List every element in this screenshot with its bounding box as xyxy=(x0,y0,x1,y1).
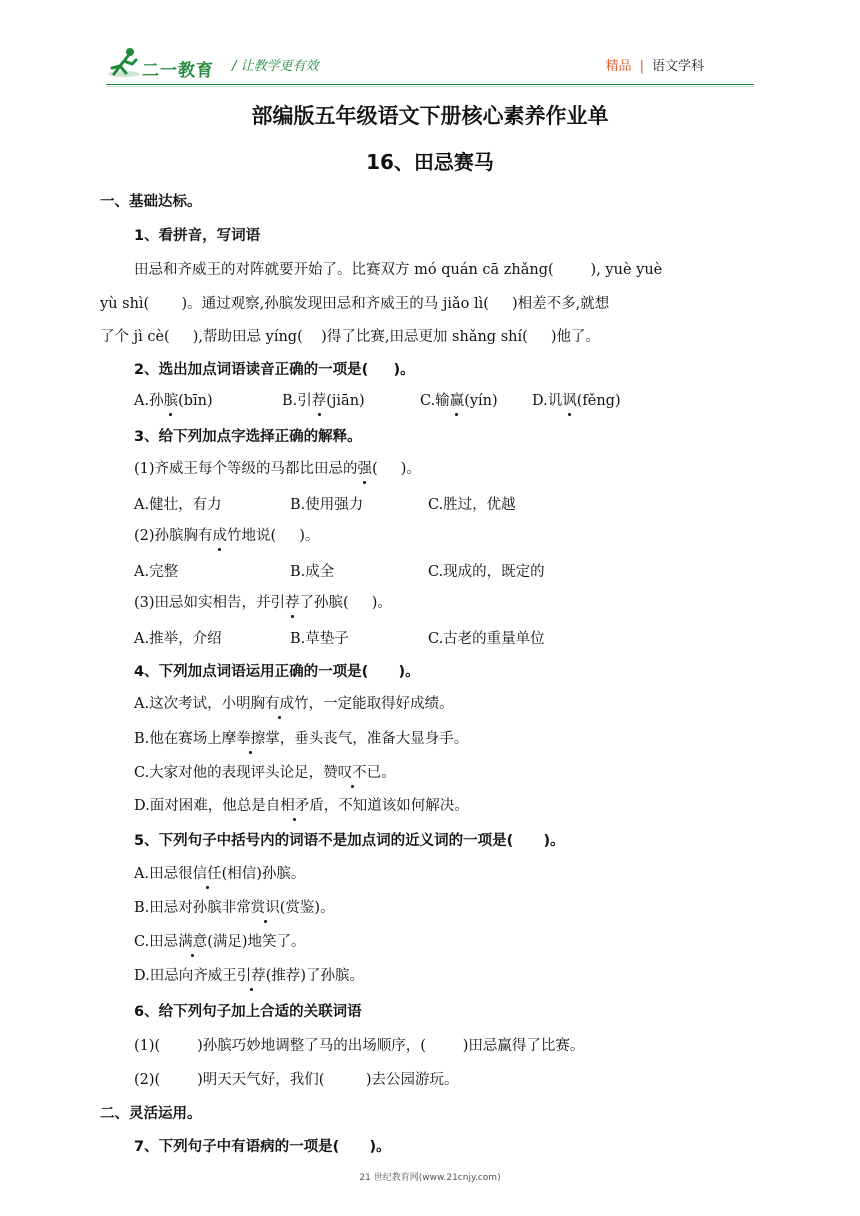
q3-sentence-1 xyxy=(134,457,421,478)
q1-line-1: 田忌和齐威王的对阵就要开始了。比赛双方 mó quán cā zhǎng( ), yuè yuè xyxy=(134,262,663,278)
page-header xyxy=(0,0,860,95)
q2-b-dotted: 荐 xyxy=(312,389,327,410)
q5-a-dotted: 信任 xyxy=(193,862,222,883)
q3-sentence-3 xyxy=(134,591,392,612)
q5-d-pre: D.田忌向齐威王 xyxy=(134,968,237,984)
q2-option-b xyxy=(282,389,365,410)
q3-s3-post: 了孙膑( )。 xyxy=(299,595,392,611)
header-tags xyxy=(606,55,704,74)
lesson-title: 16、田忌赛马 xyxy=(366,150,494,174)
q4-option-b xyxy=(134,727,468,748)
q4-c-pre: C.大家对他的表现评头论足， xyxy=(134,765,324,781)
q3-s1-dotted: 强 xyxy=(358,457,373,478)
page-title: 部编版五年级语文下册核心素养作业单 xyxy=(251,104,609,128)
q6-sentence-2: (2)( )明天天气好，我们( )去公园游玩。 xyxy=(134,1072,459,1088)
q2-option-a xyxy=(134,389,213,410)
q5-c-dotted: 满意 xyxy=(178,930,207,951)
q3-s1-option-c: C.胜过，优越 xyxy=(428,497,516,513)
q4-c-dotted: 赞叹不已 xyxy=(323,761,381,782)
q2-c-dotted: 赢 xyxy=(450,389,465,410)
q2-heading: 2、选出加点词语读音正确的一项是( )。 xyxy=(134,362,415,378)
q3-s2-option-a: A.完整 xyxy=(134,564,179,580)
quality-tag: 精品 xyxy=(605,59,632,74)
q6-sentence-1: (1)( )孙膑巧妙地调整了马的出场顺序，( )田忌赢得了比赛。 xyxy=(134,1038,585,1054)
q2-b-post: (jiān) xyxy=(326,393,365,409)
section-apply-heading: 二、灵活运用。 xyxy=(100,1106,202,1122)
q4-option-a xyxy=(134,692,454,713)
q6-heading: 6、给下列句子加上合适的关联词语 xyxy=(134,1004,362,1020)
q5-a-pre: A.田忌很 xyxy=(134,866,193,882)
q5-option-a xyxy=(134,862,305,883)
q4-b-dotted: 摩拳擦掌 xyxy=(222,727,280,748)
q4-d-pre: D.面对困难，他总是 xyxy=(134,798,266,814)
q3-s2-dotted: 成 xyxy=(213,524,228,545)
q5-option-b xyxy=(134,896,335,917)
q3-s1-pre: (1)齐威王每个等级的马都比田忌的 xyxy=(134,461,358,477)
q5-heading: 5、下列句子中括号内的词语不是加点词的近义词的一项是( )。 xyxy=(134,833,565,849)
q4-option-c xyxy=(134,761,396,782)
q5-option-d xyxy=(134,964,364,985)
q2-d-pre: D.讥 xyxy=(532,393,563,409)
q4-a-dotted: 胸有成竹 xyxy=(251,692,309,713)
q2-c-post: (yín) xyxy=(464,393,498,409)
brand-slogan: / 让教学更有效 xyxy=(232,59,319,74)
q4-a-post: ，一定能取得好成绩。 xyxy=(308,696,454,712)
q3-s3-option-b: B.草垫子 xyxy=(290,631,349,647)
q5-d-post: (推荐)了孙膑。 xyxy=(265,968,365,984)
q4-option-d xyxy=(134,794,469,815)
q5-c-pre: C.田忌 xyxy=(134,934,179,950)
q2-option-d xyxy=(532,389,621,410)
q3-s2-post: 竹地说( )。 xyxy=(227,528,320,544)
q3-s1-option-b: B.使用强力 xyxy=(290,497,364,513)
q3-sentence-2 xyxy=(134,524,319,545)
q3-heading: 3、给下列加点字选择正确的解释。 xyxy=(134,429,362,445)
q4-heading: 4、下列加点词语运用正确的一项是( )。 xyxy=(134,664,420,680)
q3-s2-option-c: C.现成的，既定的 xyxy=(428,564,545,580)
subject-tag: 语文学科 xyxy=(651,59,704,74)
q3-s3-option-a: A.推举，介绍 xyxy=(134,631,222,647)
q2-c-pre: C.输 xyxy=(420,393,450,409)
q5-c-post: (满足)地笑了。 xyxy=(207,934,306,950)
q2-a-pre: A.孙 xyxy=(134,393,164,409)
header-rule xyxy=(106,84,754,85)
q2-b-pre: B.引 xyxy=(282,393,312,409)
q2-a-dotted: 膑 xyxy=(164,389,179,410)
q3-s3-option-c: C.古老的重量单位 xyxy=(428,631,545,647)
header-divider: | xyxy=(639,59,644,74)
q5-b-post: (赏鉴)。 xyxy=(279,900,335,916)
q3-s1-post: ( )。 xyxy=(372,461,421,477)
q3-s3-dotted: 荐 xyxy=(285,591,300,612)
brand-name: 二一教育 xyxy=(142,61,214,81)
q4-a-pre: A.这次考试，小明 xyxy=(134,696,251,712)
section-basic-heading: 一、基础达标。 xyxy=(100,194,202,210)
q2-a-post: (bīn) xyxy=(178,393,213,409)
q5-a-post: (相信)孙膑。 xyxy=(221,866,306,882)
q5-b-dotted: 赏识 xyxy=(251,896,280,917)
q4-d-dotted: 自相矛盾 xyxy=(266,794,324,815)
q7-heading: 7、下列句子中有语病的一项是( )。 xyxy=(134,1139,391,1155)
q2-option-c xyxy=(420,389,498,410)
q1-line-2: yù shì( )。通过观察,孙膑发现田忌和齐威王的马 jiǎo lì( )相差不多,就想 xyxy=(100,296,610,312)
q1-line-3: 了个 jì cè( ),帮助田忌 yíng( )得了比赛,田忌更加 shǎng shí( )他了。 xyxy=(100,329,600,345)
q5-b-pre: B.田忌对孙膑非常 xyxy=(134,900,251,916)
q5-d-dotted: 引荐 xyxy=(237,964,266,985)
q2-d-post: (fěng) xyxy=(576,393,621,409)
q4-b-pre: B.他在赛场上 xyxy=(134,731,222,747)
q4-c-post: 。 xyxy=(381,765,396,781)
q5-option-c xyxy=(134,930,306,951)
q3-s2-option-b: B.成全 xyxy=(290,564,335,580)
q3-s1-option-a: A.健壮，有力 xyxy=(134,497,222,513)
q2-d-dotted: 讽 xyxy=(562,389,577,410)
q3-s2-pre: (2)孙膑胸有 xyxy=(134,528,213,544)
page-footer: 21 世纪教育网(www.21cnjy.com) xyxy=(359,1173,501,1183)
q4-b-post: ，垂头丧气，准备大显身手。 xyxy=(279,731,469,747)
header-rule-shadow xyxy=(106,86,754,87)
q4-d-post: ，不知道该如何解决。 xyxy=(323,798,469,814)
q3-s3-pre: (3)田忌如实相告，并引 xyxy=(134,595,286,611)
q1-heading: 1、看拼音，写词语 xyxy=(134,228,261,244)
